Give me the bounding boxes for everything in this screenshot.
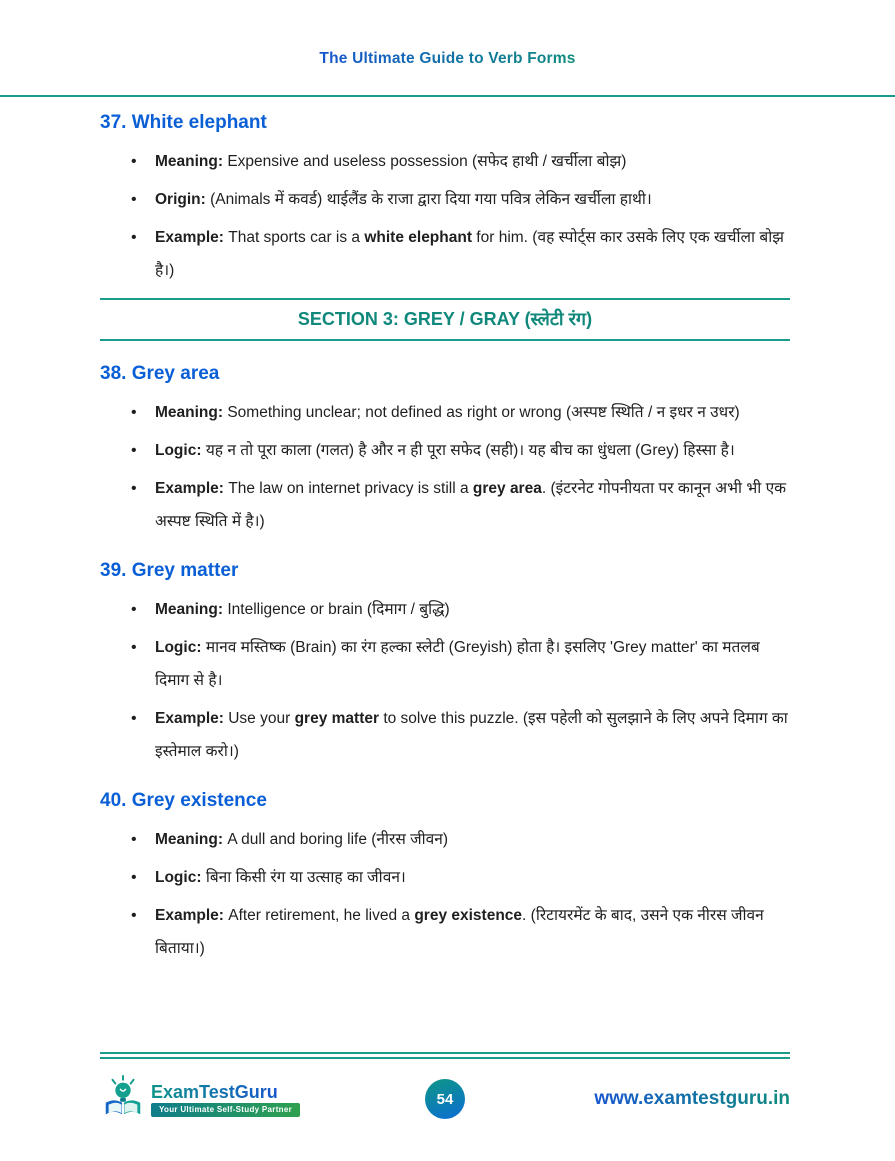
- idiom-bullet-list: [100, 396, 790, 538]
- idiom-title-39: 39. Grey matter: [100, 560, 239, 581]
- section-divider-label: SECTION 3: GREY / GRAY (स्लेटी रंग): [297, 309, 593, 329]
- bullet-example: • Example: That sports car is a white elephant for him. (वह स्पोर्ट्स कार उसके लिए एक खर्चीला बोझ है।): [100, 221, 790, 287]
- bullet-logic: • Logic: मानव मस्तिष्क (Brain) का रंग हल्का स्लेटी (Greyish) होता है। इसलिए 'Grey matter' का मतलब दिमाग से है।: [100, 631, 790, 697]
- page-number-badge: 54: [425, 1079, 465, 1119]
- book-lightbulb-icon: [100, 1074, 146, 1125]
- header-rule: [0, 95, 895, 97]
- logo-tagline: Your Ultimate Self-Study Partner: [151, 1103, 300, 1117]
- bullet-meaning: • Meaning: A dull and boring life (नीरस जीवन): [100, 823, 790, 856]
- bullet-logic: • Logic: यह न तो पूरा काला (गलत) है और न ही पूरा सफेद (सही)। यह बीच का धुंधला (Grey) हिस्सा है।: [100, 434, 790, 467]
- idiom-section-37: [100, 112, 790, 287]
- website-link[interactable]: www.examtestguru.in: [594, 1088, 790, 1109]
- page-body: [100, 112, 790, 965]
- idiom-bullet-list: [100, 823, 790, 965]
- section-divider: [100, 298, 790, 341]
- idiom-bullet-list: [100, 593, 790, 768]
- bullet-example: • Example: After retirement, he lived a grey existence. (रिटायरमेंट के बाद, उसने एक नीरस जीवन बिताया।): [100, 899, 790, 965]
- bullet-meaning: • Meaning: Intelligence or brain (दिमाग / बुद्धि): [100, 593, 790, 626]
- bullet-example: • Example: The law on internet privacy is still a grey area. (इंटरनेट गोपनीयता पर कानून अभी भी एक अस्पष्ट स्थिति में है।): [100, 472, 790, 538]
- footer-rule: [100, 1052, 790, 1059]
- logo-text-block: [151, 1082, 300, 1117]
- bullet-meaning: • Meaning: Expensive and useless possession (सफेद हाथी / खर्चीला बोझ): [100, 145, 790, 178]
- page-header: [0, 0, 895, 68]
- idiom-title-37: 37. White elephant: [100, 112, 267, 133]
- bullet-example: • Example: Use your grey matter to solve this puzzle. (इस पहेली को सुलझाने के लिए अपने दिमाग का इस्तेमाल करो।): [100, 702, 790, 768]
- bullet-origin: • Origin: (Animals में कवर्ड) थाईलैंड के राजा द्वारा दिया गया पवित्र लेकिन खर्चीला हाथी।: [100, 183, 790, 216]
- idiom-title-40: 40. Grey existence: [100, 790, 267, 811]
- bullet-logic: • Logic: बिना किसी रंग या उत्साह का जीवन।: [100, 861, 790, 894]
- idiom-bullet-list: [100, 145, 790, 287]
- idiom-title-38: 38. Grey area: [100, 363, 220, 384]
- bullet-meaning: • Meaning: Something unclear; not defined as right or wrong (अस्पष्ट स्थिति / न इधर न उधर): [100, 396, 790, 429]
- logo-name: ExamTestGuru: [151, 1081, 278, 1102]
- document-title: The Ultimate Guide to Verb Forms: [319, 50, 576, 67]
- page-footer: [100, 1070, 790, 1128]
- idiom-section-39: [100, 560, 790, 768]
- idiom-section-38: [100, 363, 790, 538]
- examtestguru-logo: [100, 1074, 300, 1125]
- idiom-section-40: [100, 790, 790, 965]
